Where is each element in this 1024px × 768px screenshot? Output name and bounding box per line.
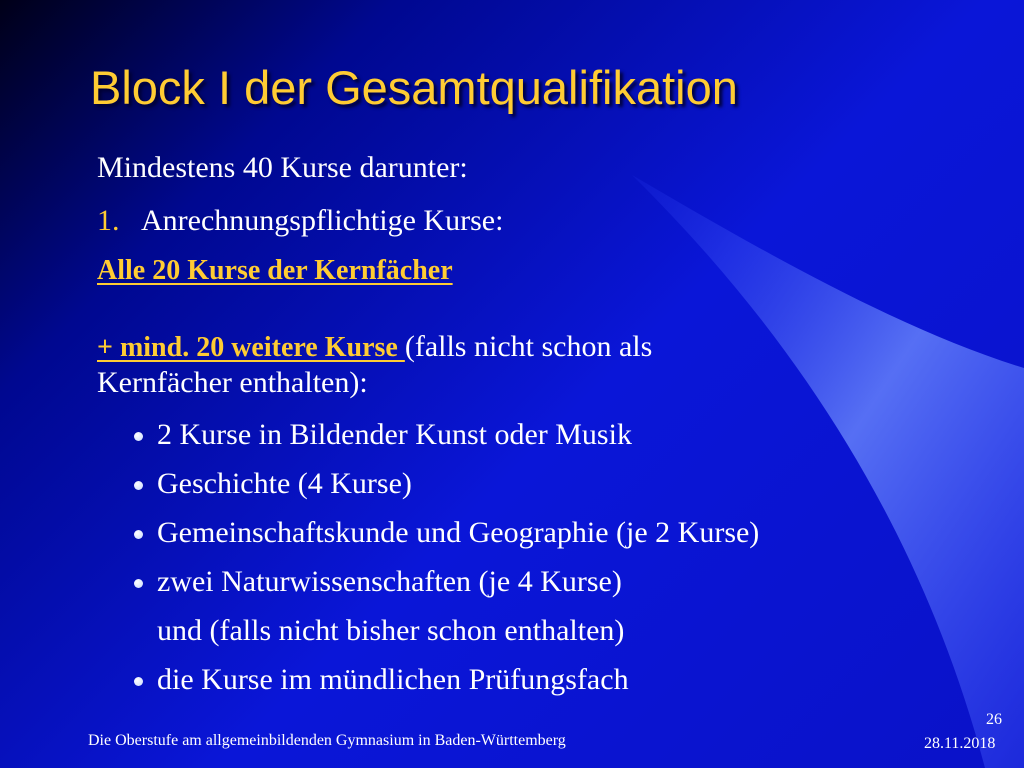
continuation-line: und (falls nicht bisher schon enthalten)	[157, 614, 625, 647]
bullet-item: Gemeinschaftskunde und Geographie (je 2 Kurse)	[157, 516, 760, 549]
additional-line-2: Kernfächer enthalten):	[97, 366, 368, 399]
footer-text: Die Oberstufe am allgemeinbildenden Gymnasium in Baden-Württemberg	[88, 732, 566, 749]
bullet-item: zwei Naturwissenschaften (je 4 Kurse)	[157, 565, 622, 598]
bullet-item: Geschichte (4 Kurse)	[157, 467, 412, 500]
item-number: 1.	[97, 204, 120, 237]
additional-highlight: + mind. 20 weitere Kurse	[97, 332, 405, 363]
page-number: 26	[986, 711, 1002, 728]
intro-line: Mindestens 40 Kurse darunter:	[97, 151, 468, 184]
bullet-dot-icon	[134, 432, 143, 441]
bullet-item: die Kurse im mündlichen Prüfungsfach	[157, 663, 629, 696]
kernfaecher-text: Alle 20 Kurse der Kernfächer	[97, 255, 453, 286]
bullet-dot-icon	[134, 530, 143, 539]
bullet-dot-icon	[134, 579, 143, 588]
additional-line	[97, 330, 652, 365]
item-text: Anrechnungspflichtige Kurse:	[141, 204, 504, 237]
bullet-dot-icon	[134, 677, 143, 686]
slide-title: Block I der Gesamtqualifikation	[90, 61, 738, 114]
kernfaecher-line	[97, 254, 453, 288]
bullet-dot-icon	[134, 481, 143, 490]
footer-date: 28.11.2018	[924, 735, 996, 752]
bullet-item: 2 Kurse in Bildender Kunst oder Musik	[157, 418, 632, 451]
numbered-item	[97, 204, 503, 238]
additional-rest: (falls nicht schon als	[404, 330, 653, 363]
